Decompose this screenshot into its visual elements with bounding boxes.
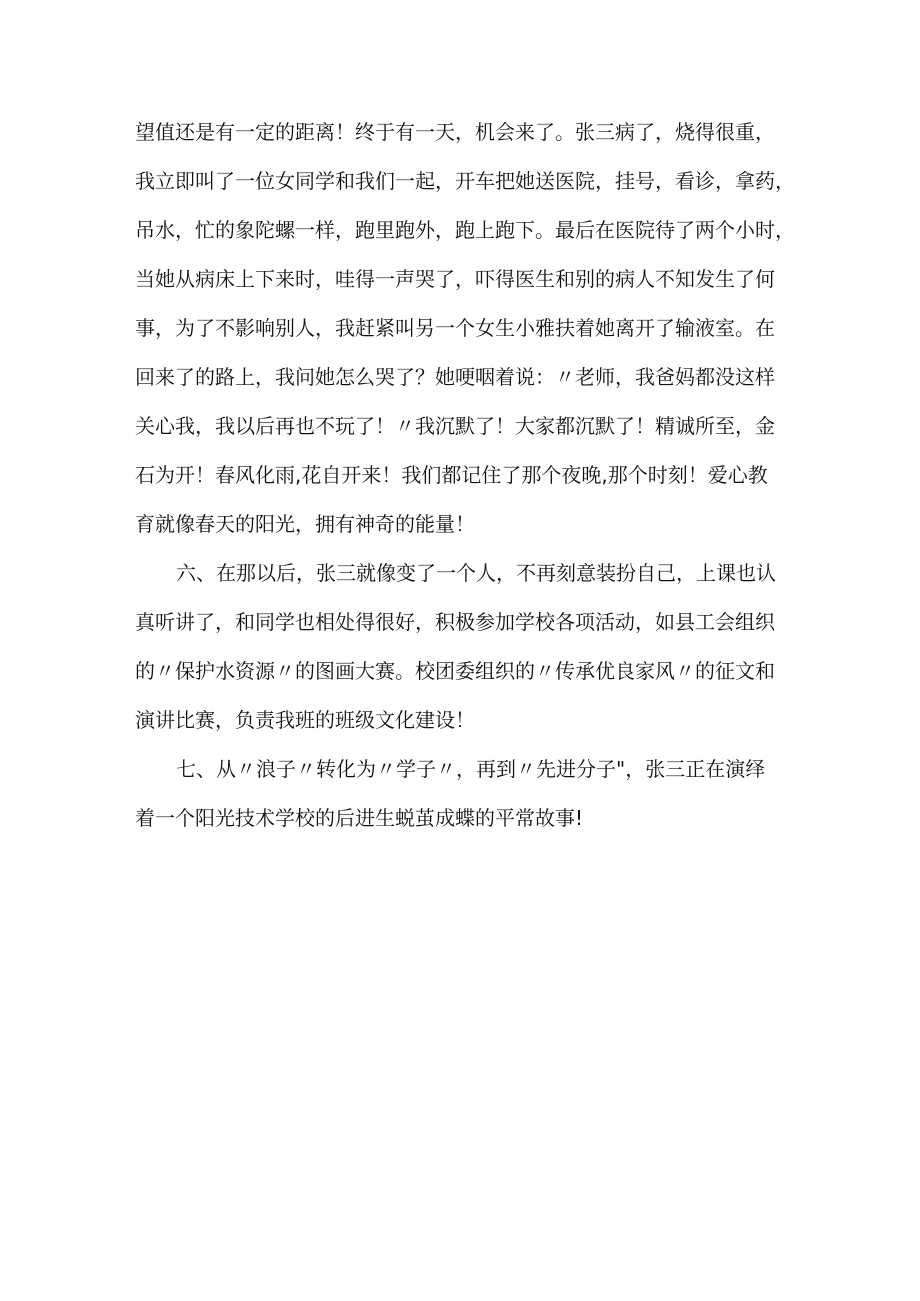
text-line: 事，为了不影响别人，我赶紧叫另一个女生小雅扶着她离开了输液室。在 (135, 316, 775, 340)
text-line: 我立即叫了一位女同学和我们一起，开车把她送医院，挂号，看诊，拿药， (135, 169, 795, 193)
text-line: 真听讲了，和同学也相处得很好，积极参加学校各项活动，如县工会组织 (135, 610, 775, 634)
text-line: 关心我，我以后再也不玩了！〃我沉默了！大家都沉默了！精诚所至，金 (135, 414, 775, 438)
text-line: 当她从病床上下来时，哇得一声哭了，吓得医生和别的病人不知发生了何 (135, 267, 775, 291)
text-line: 育就像春天的阳光，拥有神奇的能量！ (135, 512, 475, 536)
text-line: 七、从〃浪子〃转化为〃学子〃，再到〃先进分子"，张三正在演绎 (176, 757, 766, 781)
text-line: 六、在那以后，张三就像变了一个人，不再刻意装扮自己，上课也认 (176, 561, 776, 585)
text-line: 吊水，忙的象陀螺一样，跑里跑外，跑上跑下。最后在医院待了两个小时， (135, 218, 795, 242)
paragraph-5 (135, 108, 795, 549)
text-line: 回来了的路上，我问她怎么哭了？她哽咽着说：〃老师，我爸妈都没这样 (135, 365, 775, 389)
text-line: 着一个阳光技术学校的后进生蜕茧成蝶的平常故事! (135, 806, 584, 830)
text-line: 的〃保护水资源〃的图画大赛。校团委组织的〃传承优良家风〃的征文和 (135, 659, 775, 683)
paragraph-6 (135, 549, 795, 745)
paragraph-7 (135, 745, 795, 843)
text-line: 望值还是有一定的距离！终于有一天，机会来了。张三病了，烧得很重， (135, 120, 775, 144)
text-line: 演讲比赛，负责我班的班级文化建设！ (135, 708, 475, 732)
body-text (135, 108, 795, 843)
text-line: 石为开！春风化雨,花自开来！我们都记住了那个夜晚,那个时刻！爱心教 (135, 463, 768, 487)
